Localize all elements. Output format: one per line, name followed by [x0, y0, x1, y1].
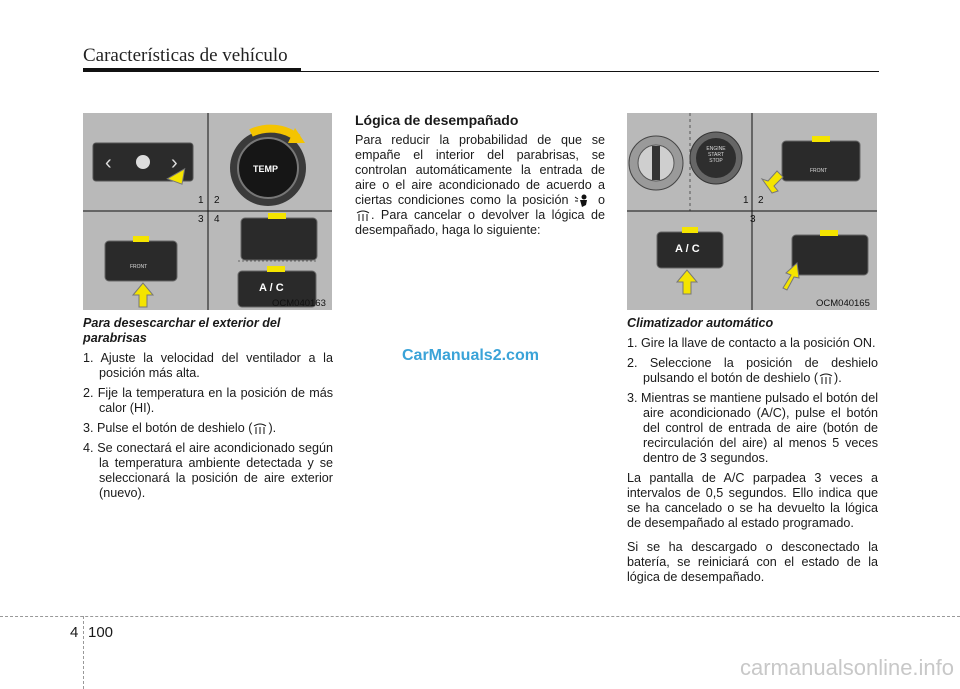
front-defrost-label: FRONT [810, 168, 828, 174]
right-paragraph-2: Si se ha descargado o desconectado la batería, se reiniciará con el estado de la lógica de desempañado. [627, 540, 878, 584]
defog-logic-diagram [627, 113, 877, 310]
footer-rule [0, 616, 960, 617]
defrost-icon [355, 209, 371, 223]
diagram-label-3: 3 [750, 214, 756, 225]
defog-logic-paragraph [355, 133, 605, 238]
site-watermark: carmanualsonline.info [740, 655, 955, 680]
section-header-title: Características de vehículo [83, 45, 288, 66]
defog-para-or: o [598, 193, 606, 207]
right-paragraph-1: La pantalla de A/C parpadea 3 veces a intervalos de 0,5 segundos. Ello indica que se ha cancelado o se ha devuelto la lógica de desempañado al estado programado. [627, 471, 878, 530]
left-step-1: 1. Ajuste la velocidad del ventilador a la posición más alta. [83, 351, 333, 380]
diagram-label-1: 1 [743, 195, 749, 206]
right-step-3: 3. Mientras se mantiene pulsado el botón del aire acondicionado (A/C), pulse el botón del control de entrada de aire (botón de recirculación del aire) al menos 5 veces dentro de 3 segundos. [627, 391, 878, 465]
svg-text:‹: ‹ [105, 152, 112, 174]
start-line-1: ENGINE [706, 146, 726, 152]
illustration-code-right: OCM040165 [816, 298, 870, 309]
left-step-3-end: ). [268, 421, 277, 435]
start-line-2: START [708, 152, 724, 158]
illustration-code-left: OCM040163 [272, 298, 326, 309]
diagram-label-2: 2 [758, 195, 764, 206]
left-step-3-text: 3. Pulse el botón de deshielo ( [83, 421, 253, 435]
right-step-2-text: 2. Seleccione la posición de deshielo pulsando el botón de deshielo ( [627, 356, 878, 385]
carmanuals-watermark: CarManuals2.com [402, 347, 539, 364]
svg-text:›: › [171, 152, 178, 174]
windshield-floor-mode-icon [574, 194, 592, 208]
left-column [83, 316, 333, 506]
right-step-2-end: ). [834, 371, 842, 385]
start-line-3: STOP [709, 158, 723, 164]
middle-column [355, 113, 605, 244]
left-step-3 [83, 421, 333, 436]
ac-button-label: A / C [675, 243, 700, 255]
right-steps [627, 336, 878, 466]
front-defrost-label: FRONT [130, 264, 148, 270]
temp-knob-label: TEMP [253, 164, 279, 174]
right-step-2 [627, 356, 878, 386]
left-step-2: 2. Fije la temperatura en la posición de más calor (HI). [83, 386, 333, 415]
right-step-1: 1. Gire la llave de contacto a la posición ON. [627, 336, 876, 350]
defrost-icon [252, 422, 268, 436]
right-caption: Climatizador automático [627, 316, 774, 330]
defog-para-part1: Para reducir la probabilidad de que se empañe el interior del parabrisas, se controlan automáticamente la entrada de aire o el aire acondicionado de acuerdo a ciertas condiciones como la posición [355, 133, 605, 207]
diagram-label-3: 3 [198, 214, 204, 225]
illustration-defrost-manual [83, 113, 332, 310]
left-step-4: 4. Se conectará el aire acondicionado según la temperatura ambiente detectada y se seleccionará la posición de aire exterior (nuevo). [83, 441, 333, 500]
illustration-defog-logic [627, 113, 877, 310]
right-column [627, 316, 878, 591]
left-caption: Para desescarchar el exterior del parabrisas [83, 316, 281, 345]
diagram-label-1: 1 [198, 195, 204, 206]
engine-start-stop-label [706, 146, 726, 164]
defrost-manual-diagram [83, 113, 332, 310]
header-rule-thin [83, 71, 879, 72]
page-chapter-number: 4 [70, 624, 79, 641]
diagram-label-2: 2 [214, 195, 220, 206]
section-title-defog-logic: Lógica de desempañado [355, 112, 519, 128]
footer-vertical-rule [83, 616, 84, 689]
ac-button-label: A / C [259, 282, 284, 294]
page-number: 100 [88, 624, 114, 641]
left-steps [83, 351, 333, 501]
diagram-label-4: 4 [214, 214, 220, 225]
defog-para-part2: . Para cancelar o devolver la lógica de desempañado, haga lo siguiente: [355, 208, 605, 237]
defrost-icon [818, 372, 834, 386]
